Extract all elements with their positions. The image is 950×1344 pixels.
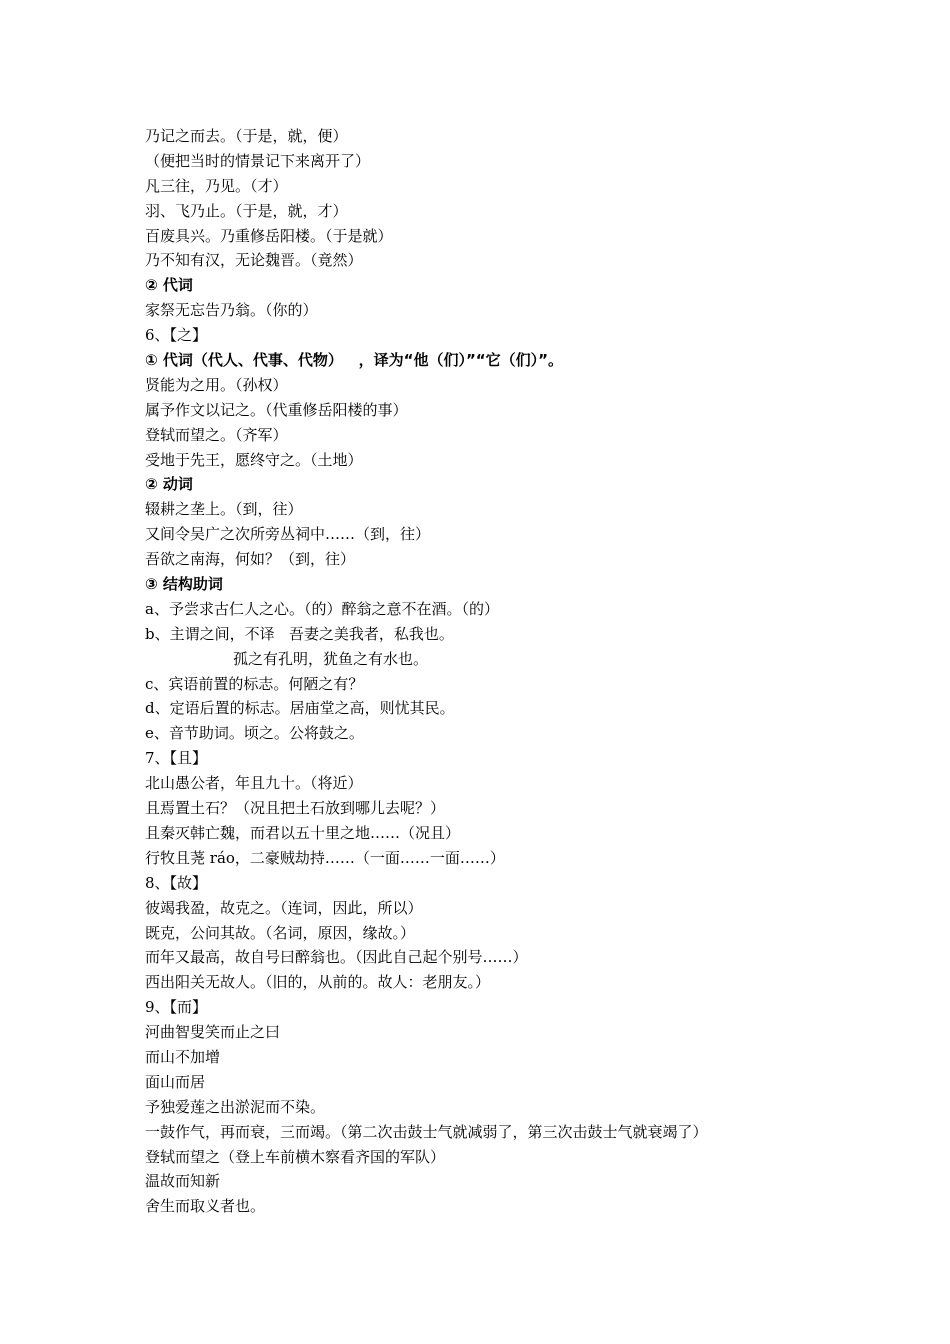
text-line: c、宾语前置的标志。何陋之有？: [145, 674, 364, 693]
text-line: 又间令吴广之次所旁丛祠中……（到，往）: [145, 525, 431, 544]
text-line: 吾欲之南海，何如？（到，往）: [145, 550, 356, 569]
text-line: a、予尝求古仁人之心。（的）醉翁之意不在酒。（的）: [145, 599, 499, 618]
subheading: ② 动词: [145, 475, 193, 494]
section-heading: 7、【且】: [145, 749, 208, 768]
text-line: 既克，公问其故。（名词，原因，缘故。）: [145, 923, 416, 942]
subheading: ① 代词（代人、代事、代物） ，译为“他（们）”“它（们）”。: [145, 351, 564, 370]
text-line: 予独爱莲之出淤泥而不染。: [145, 1097, 326, 1116]
text-line: 彼竭我盈，故克之。（连词，因此，所以）: [145, 898, 423, 917]
text-line: 属予作文以记之。（代重修岳阳楼的事）: [145, 400, 408, 419]
text-line: 受地于先王，愿终守之。（土地）: [145, 450, 363, 469]
text-line: 家祭无忘告乃翁。（你的）: [145, 301, 318, 320]
text-line: 行牧且荛 ráo，二豪贼劫持……（一面……一面……）: [145, 848, 505, 867]
text-line: 百废具兴。乃重修岳阳楼。（于是就）: [145, 226, 393, 245]
text-line: 贤能为之用。（孙权）: [145, 375, 288, 394]
text-line: 登轼而望之。（齐军）: [145, 425, 288, 444]
text-line: 西出阳关无故人。（旧的，从前的。故人：老朋友。）: [145, 973, 491, 992]
text-line: e、音节助词。顷之。公将鼓之。: [145, 724, 364, 743]
text-line: 凡三往，乃见。（才）: [145, 176, 288, 195]
text-line-indented: 孤之有孔明，犹鱼之有水也。: [233, 649, 429, 668]
subheading: ③ 结构助词: [145, 575, 223, 594]
text-line: （便把当时的情景记下来离开了）: [145, 151, 371, 170]
text-line: 且秦灭韩亡魏，而君以五十里之地……（况且）: [145, 823, 461, 842]
text-line: 一鼓作气，再而衰，三而竭。（第二次击鼓士气就减弱了，第三次击鼓士气就衰竭了）: [145, 1122, 708, 1141]
text-line: 登轼而望之（登上车前横木察看齐国的军队）: [145, 1147, 446, 1166]
section-heading: 9、【而】: [145, 998, 208, 1017]
section-heading: 8、【故】: [145, 873, 208, 892]
text-line: 北山愚公者，年且九十。（将近）: [145, 774, 363, 793]
text-line: 乃不知有汉，无论魏晋。（竟然）: [145, 251, 363, 270]
text-line: 羽、飞乃止。（于是，就，才）: [145, 201, 348, 220]
text-line: 舍生而取义者也。: [145, 1197, 266, 1216]
text-line: 乃记之而去。（于是，就，便）: [145, 127, 348, 145]
text-line: 河曲智叟笑而止之曰: [145, 1023, 281, 1042]
section-heading: 6、【之】: [145, 326, 208, 345]
text-line: 温故而知新: [145, 1172, 221, 1191]
text-line: 而年又最高，故自号曰醉翁也。（因此自己起个别号……）: [145, 948, 528, 967]
text-line: 辍耕之垄上。（到，往）: [145, 500, 303, 519]
subheading: ② 代词: [145, 276, 193, 295]
text-line: 且焉置土石？（况且把土石放到哪儿去呢？）: [145, 799, 446, 818]
text-line: 而山不加增: [145, 1047, 221, 1066]
text-line: 面山而居: [145, 1072, 206, 1091]
text-line: b、主谓之间，不译 吾妻之美我者，私我也。: [145, 624, 454, 643]
document-page: [145, 124, 905, 1219]
text-line: d、定语后置的标志。居庙堂之高，则忧其民。: [145, 699, 455, 718]
